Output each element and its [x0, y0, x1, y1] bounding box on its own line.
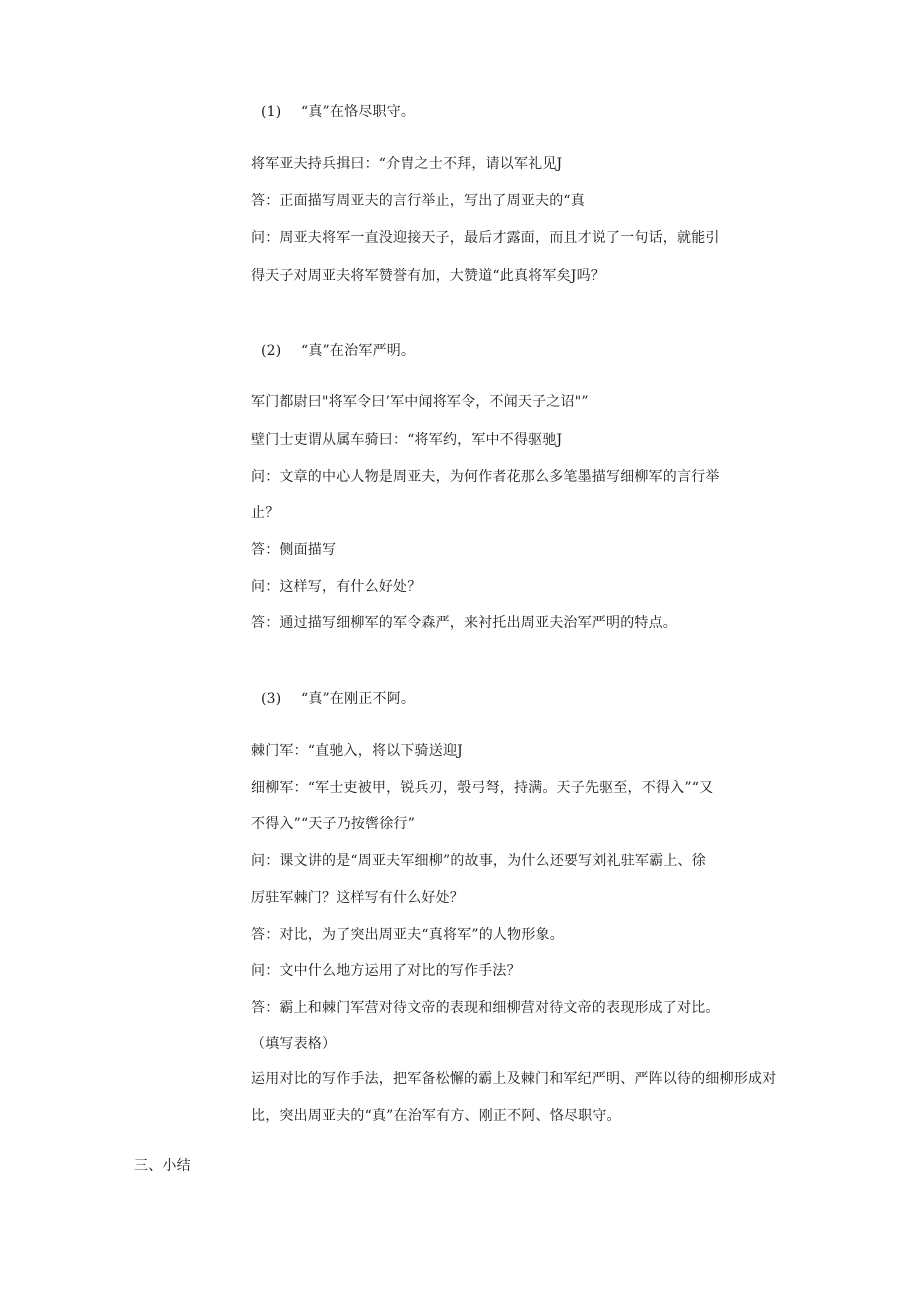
- section-3-line-10: 运用对比的写作手法，把军备松懈的霸上及棘门和军纪严明、严阵以待的细柳形成对: [251, 1071, 777, 1087]
- section-3-line-8: 答：霸上和棘门军营对待文帝的表现和细柳营对待文帝的表现形成了对比。: [251, 1000, 720, 1016]
- section-1-line-3: 问：周亚夫将军一直没迎接天子，最后才露面，而且才说了一句话，就能引: [251, 230, 720, 246]
- summary-heading: 三、小结: [134, 1158, 191, 1174]
- section-1-title: “真”在恪尽职守。: [301, 104, 416, 120]
- section-3-line-4: 问：课文讲的是“周亚夫军细柳”的故事，为什么还要写刘礼驻军霸上、徐: [251, 853, 706, 869]
- section-3-line-9: （填写表格）: [251, 1036, 337, 1052]
- section-3-line-11: 比，突出周亚夫的“真”在治军有方、刚正不阿、恪尽职守。: [251, 1108, 621, 1124]
- section-1-line-2: 答：正面描写周亚夫的言行举止，写出了周亚夫的“真: [251, 193, 585, 209]
- section-2-line-4: 止？: [251, 505, 280, 521]
- section-2-line-5: 答：侧面描写: [251, 542, 337, 558]
- section-1-number: (1): [261, 104, 282, 120]
- section-2-line-1: 军门都尉曰"将军令曰’军中闻将军令，不闻天子之诏"”: [251, 394, 589, 410]
- section-3-line-6: 答：对比，为了突出周亚夫“真将军”的人物形象。: [251, 927, 564, 943]
- section-2-number: (2): [261, 343, 282, 359]
- section-3-title: “真”在刚正不阿。: [301, 691, 416, 707]
- section-2-title: “真”在治军严明。: [301, 343, 416, 359]
- section-3-line-5: 厉驻军棘门？这样写有什么好处？: [251, 890, 464, 906]
- section-3-line-3: 不得入”“天子乃按辔徐行”: [251, 816, 416, 832]
- section-2-line-6: 问：这样写，有什么好处？: [251, 579, 422, 595]
- section-3-line-2: 细柳军：“军士吏被甲，锐兵刃，彀弓弩，持满。天子先驱至，不得入”“又: [251, 780, 714, 796]
- section-1-line-4: 得天子对周亚夫将军赞誉有加，大赞道“此真将军矣J吗？: [251, 268, 605, 284]
- section-3-number: (3): [261, 691, 282, 707]
- section-2-line-2: 壁门士吏谓从属车骑曰：“将军约，军中不得驱驰J: [251, 432, 563, 448]
- section-3-line-7: 问：文中什么地方运用了对比的写作手法？: [251, 963, 521, 979]
- section-1-line-1: 将军亚夫持兵揖曰：“介胄之士不拜，请以军礼见J: [251, 156, 563, 172]
- section-1-heading: [261, 103, 415, 121]
- section-2-line-3: 问：文章的中心人物是周亚夫，为何作者花那么多笔墨描写细柳军的言行举: [251, 469, 720, 485]
- section-3-line-1: 棘门军：“直驰入，将以下骑送迎J: [251, 743, 463, 759]
- section-2-heading: [261, 342, 415, 360]
- section-3-heading: [261, 690, 415, 708]
- section-2-line-7: 答：通过描写细柳军的军令森严，来衬托出周亚夫治军严明的特点。: [251, 615, 677, 631]
